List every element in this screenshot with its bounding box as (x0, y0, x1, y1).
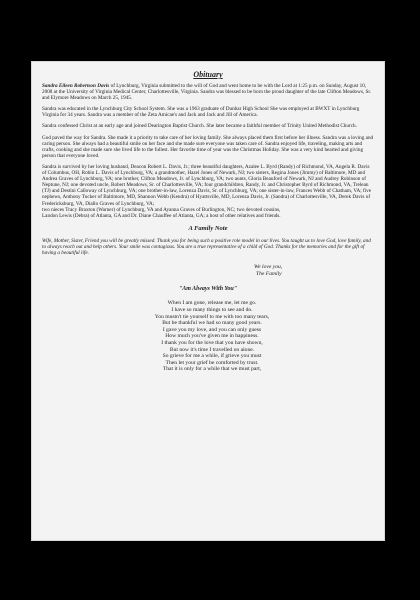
paragraph-life: God paved the way for Sandra. She made it a priority to take care of her loving family. She always placed them first before her illness. Sandra was a loving and caring person. She always had a beautiful smile on her face and she made sure everyone was taken care of. Sandra enjoyed life, traveling, making arts and crafts, cooking and she made sure she lived life to the fullest. Her favorite time of year was the Christmas Holiday. She was a very kind hearted and giving person that everyone loved. (42, 134, 374, 159)
family-note-heading: A Family Note (188, 224, 228, 232)
poem-line: You mustn't tie yourself to me with too many tears, (154, 313, 270, 320)
paragraph-survivors: Sandra is survived by her loving husband, Deacon Robert L. Davis, Jr.; three beautiful daughters, Azalee L. Byrd (Randy) of Richmond, VA, Angela R. Davis of Columbus, OH, Robin L. Davis of Lynchburg, VA; a grandmother, Hazel Jones of Newark, NJ; two sisters, Regina Jones (Jimmy) of Baltimore, MD and Andrea Graves of Lynchburg, VA; one brother, Clifton Meadows, Jr. of Lynchburg, VA; two aunts, Gloria Beauford of Newark, NJ and Audrey Robinson of Neptune, NJ; one devoted uncle, Robert Meadows, Sr. of Charlottesville, VA; four grandchildren, Randy, Jr. and Christopher Byrd of Richmond, VA, Trelean (TJ) and Destini Calloway of Lynchburg, VA; one brother-in-law, Lorenza Davis, Sr. of Lynchburg, VA; one sister-in-law, Frances Webb of Chatham, VA; five nephews, Anthony Tucker of Baltimore, MD, Shannon Webb (Kendra) of Hyattsville, MD, Lorenza Davis, Jr. (Sandra) of Charlottesville, VA, Derek Davis of Fredericksburg, VA, Diallo Graves of Lynchburg, VA; two nieces Tracy Braxton (Warner) of Lynchburg, VA and Ayanna Graves of Burlington, NC; two devoted cousins, Landon Lewis (Debra) of Atlanta, GA and Dr. Diane Chauffee of Atlanta, GA; a host of other relatives and friends. (42, 163, 372, 219)
deceased-name: Sandra Eileen Robertson Davis (42, 83, 110, 89)
poem-line: But now it's time I travelled on alone. (169, 346, 255, 353)
poem-line: That it is only for a while that we must part, (162, 366, 262, 373)
poem (50, 300, 374, 373)
paragraph-faith: Sandra confessed Christ at an early age and joined Dearington Baptist Church. She later became a faithful member of Trinity United Methodist Church. (42, 123, 357, 130)
family-note-text: Wife, Mother, Sister, Friend you will be greatly missed. Thank you for being such a positive role model in our lives. You taught us to love God, love family, and to always reach out and help others. Your smile was contagious. You are a true representative of a child of God. Thanks for the memories and for the gift of having a beautiful life. (42, 237, 371, 257)
poem-line: I gave you my love, and you can only guess (162, 326, 262, 333)
poem-line: How much you've given me in happiness. (165, 333, 259, 340)
paragraph-education: Sandra was educated in the Lynchburg City School System. She was a 1963 graduate of Dunbar High School She was employed at BWXT in Lynchburg Virginia for 34 years. Sandra was a member of the Zeta Amicae's and Jack and Jack and Jill of America. (42, 106, 360, 119)
paragraph-intro-text: of Lynchburg, Virginia submitted to the will of God and went home to be with the Lord at 1:25 p.m. on Sunday, August 10, 2008 at the University of Virginia Medical Center, Charlottesville, Virginia. Sandra was blessed to be born the proud daughter of the late Clifton Meadows, Sr. and Elymore Meadows on March 25, 1945. (42, 83, 372, 102)
poem-line: But be thankful we had so many good years. (162, 320, 262, 327)
poem-line: So grieve for me a while, if grieve you must (162, 353, 262, 360)
poem-title: "Am Always With You" (178, 286, 238, 293)
page-title: Obituary (193, 70, 223, 79)
obituary-page (31, 61, 385, 541)
paragraph-intro (42, 83, 374, 101)
poem-line: When I am gone, release me, let me go. (167, 300, 257, 307)
poem-line: I thank you for the love that you have shown, (161, 339, 263, 346)
signature-closing: We love you, (254, 264, 283, 271)
family-signature (254, 264, 374, 278)
signature-from: The Family (256, 271, 282, 278)
page-content (42, 70, 374, 373)
poem-line: I have so many things to see and do. (171, 306, 253, 313)
poem-line: Then let your grief be comforted by trust. (165, 359, 259, 366)
